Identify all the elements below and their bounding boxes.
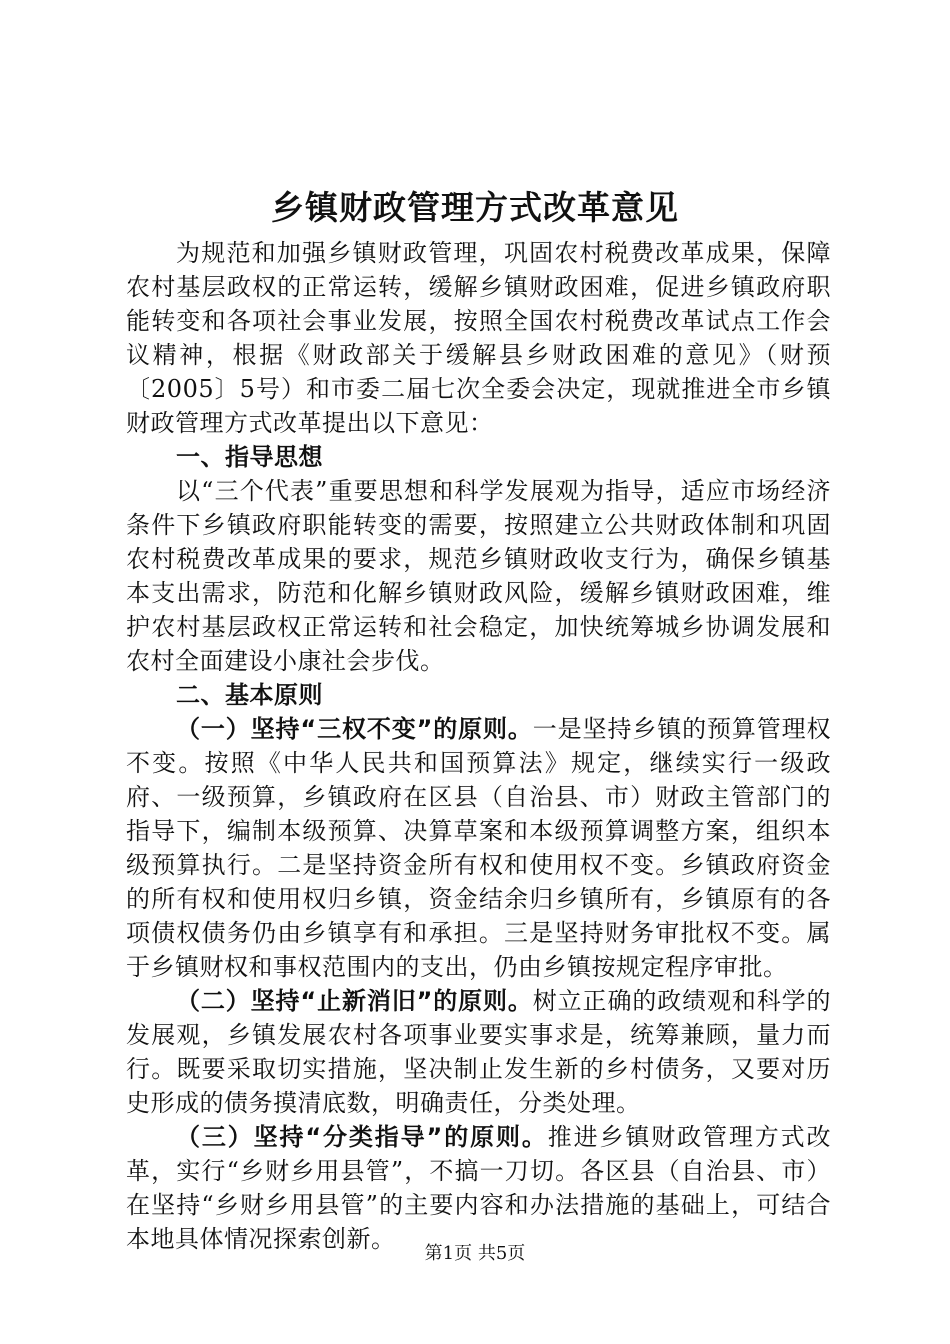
section-heading-basic-principles: 二、基本原则 xyxy=(176,681,323,709)
principle-lead: （一）坚持“三权不变”的原则。 xyxy=(176,715,533,743)
principle-paragraph xyxy=(126,1120,831,1256)
principle-text: 树立正确的政绩观和科学的发展观，乡镇发展农村各项事业要实事求是，统筹兼顾，量力而行。既要采取切实措施，坚决制止发生新的乡村债务，又要对历史形成的债务摸清底数，明确责任，分类处理。 xyxy=(126,987,832,1117)
page-title: 乡镇财政管理方式改革意见 xyxy=(271,188,679,227)
principle-paragraph xyxy=(126,712,831,984)
section-heading-guiding-ideology: 一、指导思想 xyxy=(176,443,323,471)
principle-text: 推进乡镇财政管理方式改革，实行“乡财乡用县管”，不搞一刀切。各区县（自治县、市）在坚持“乡财乡用县管”的主要内容和办法措施的基础上，可结合本地具体情况探索创新。 xyxy=(126,1123,831,1253)
principle-paragraph xyxy=(126,984,831,1120)
principle-lead: （三）坚持“分类指导”的原则。 xyxy=(176,1123,548,1151)
page-number-footer: 第1页 共5页 xyxy=(424,1243,526,1264)
guiding-ideology-paragraph: 以“三个代表”重要思想和科学发展观为指导，适应市场经济条件下乡镇政府职能转变的需要，按照建立公共财政体制和巩固农村税费改革成果的要求，规范乡镇财政收支行为，确保乡镇基本支出需求，防范和化解乡镇财政风险，缓解乡镇财政困难，维护农村基层政权正常运转和社会稳定，加快统筹城乡协调发展和农村全面建设小康社会步伐。 xyxy=(126,477,831,675)
intro-paragraph: 为规范和加强乡镇财政管理，巩固农村税费改革成果，保障农村基层政权的正常运转，缓解乡镇财政困难，促进乡镇政府职能转变和各项社会事业发展，按照全国农村税费改革试点工作会议精神，根据《财政部关于缓解县乡财政困难的意见》（财预〔2005〕5号）和市委二届七次全委会决定，现就推进全市乡镇财政管理方式改革提出以下意见： xyxy=(126,239,831,437)
principle-text: 一是坚持乡镇的预算管理权不变。按照《中华人民共和国预算法》规定，继续实行一级政府、一级预算，乡镇政府在区县（自治县、市）财政主管部门的指导下，编制本级预算、决算草案和本级预算调整方案，组织本级预算执行。二是坚持资金所有权和使用权不变。乡镇政府资金的所有权和使用权归乡镇，资金结余归乡镇所有，乡镇原有的各项债权债务仍由乡镇享有和承担。三是坚持财务审批权不变。属于乡镇财权和事权范围内的支出，仍由乡镇按规定程序审批。 xyxy=(126,715,832,981)
document-body xyxy=(126,236,831,1256)
principle-lead: （二）坚持“止新消旧”的原则。 xyxy=(176,987,533,1015)
